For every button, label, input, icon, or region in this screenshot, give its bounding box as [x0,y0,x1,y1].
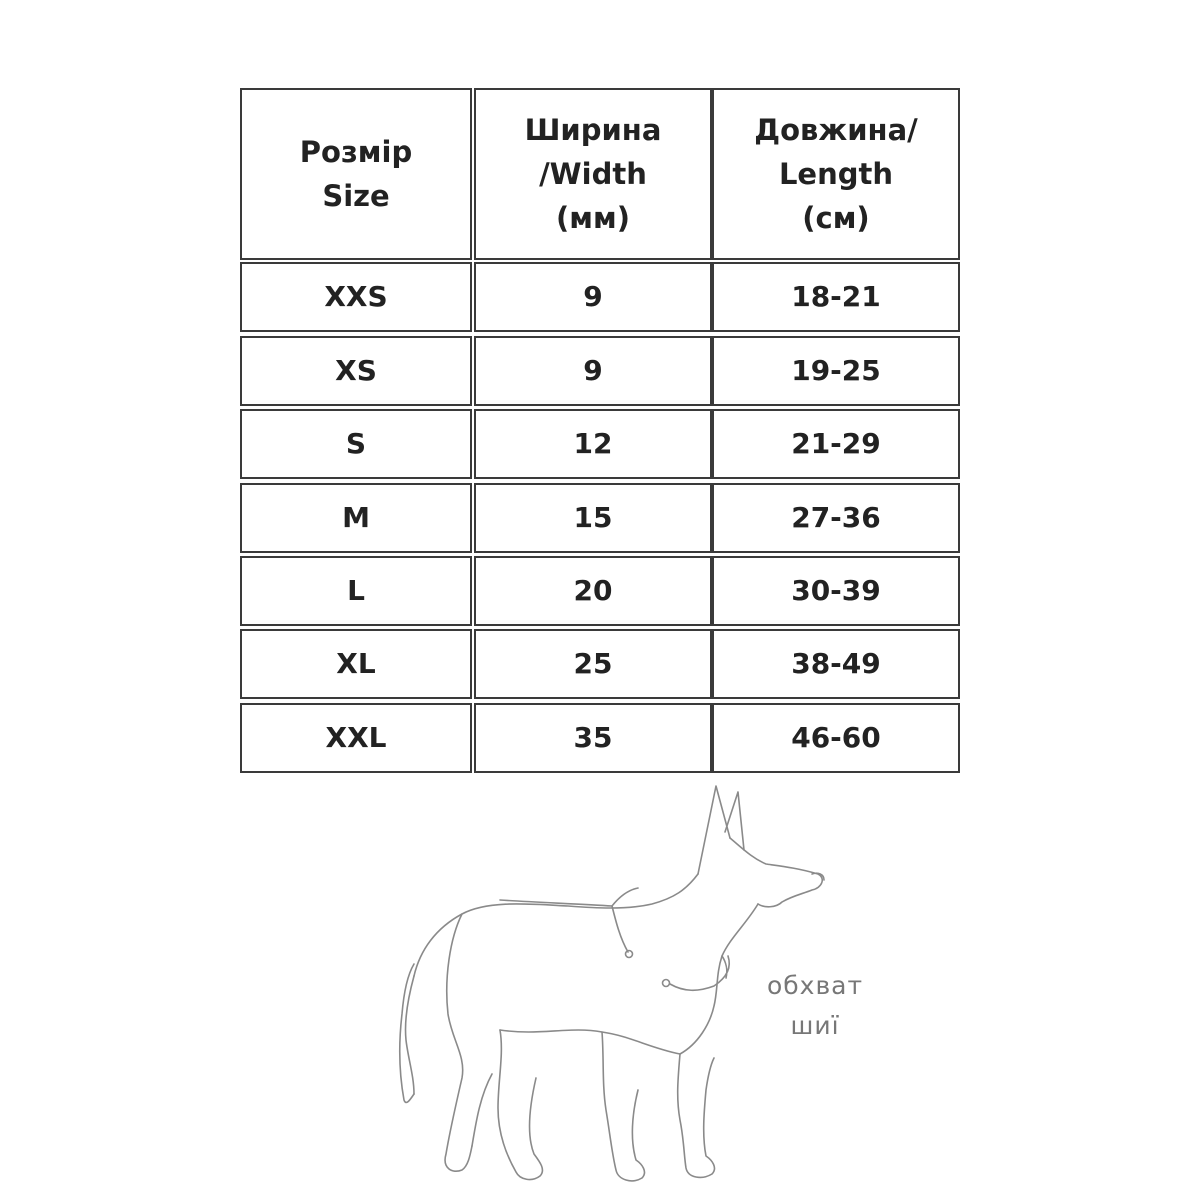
caption-line-1: обхват [766,971,864,1000]
neck-girth-caption [740,966,890,1046]
cell-length: 46-60 [712,703,960,773]
cell-width: 9 [474,262,712,332]
cell-size: S [240,409,472,479]
cell-length: 18-21 [712,262,960,332]
cell-length: 30-39 [712,556,960,626]
caption-line-2: шиї [790,1011,840,1040]
cell-length: 27-36 [712,483,960,553]
cell-size: M [240,483,472,553]
cell-width: 20 [474,556,712,626]
header-size: Розмір Size [240,88,472,260]
cell-width: 25 [474,629,712,699]
cell-width: 12 [474,409,712,479]
cell-width: 15 [474,483,712,553]
cell-width: 35 [474,703,712,773]
header-length: Довжина/ Length (см) [712,88,960,260]
cell-width: 9 [474,336,712,406]
cell-size: L [240,556,472,626]
cell-length: 21-29 [712,409,960,479]
cell-size: XXL [240,703,472,773]
cell-length: 19-25 [712,336,960,406]
cell-size: XXS [240,262,472,332]
cell-size: XL [240,629,472,699]
cell-size: XS [240,336,472,406]
header-width: Ширина /Width (мм) [474,88,712,260]
cell-length: 38-49 [712,629,960,699]
